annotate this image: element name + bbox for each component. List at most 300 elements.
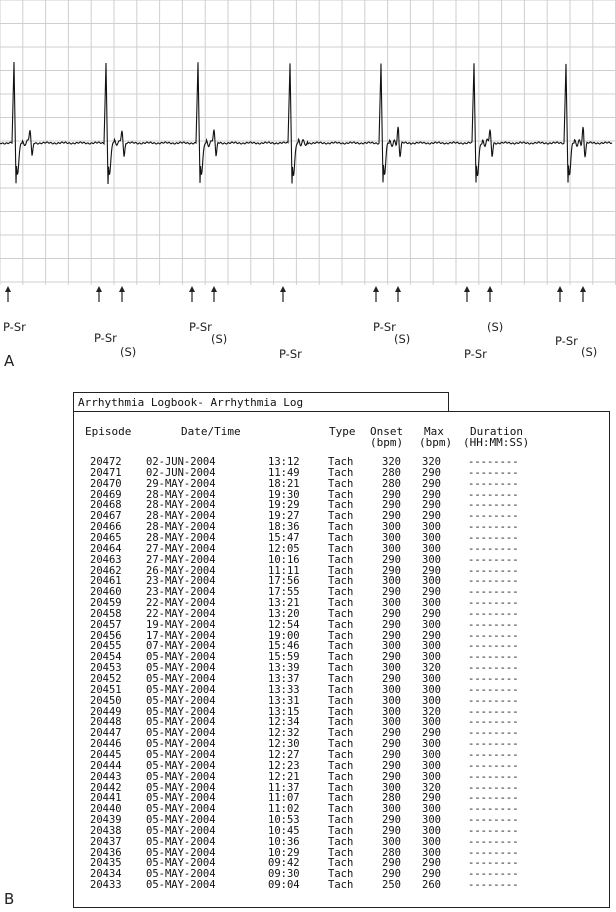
cell-time: 12:05 xyxy=(268,542,300,555)
cell-onset: 280 xyxy=(382,792,401,805)
cell-max: 290 xyxy=(422,792,441,805)
cell-max: 300 xyxy=(422,640,441,653)
cell-type: Tach xyxy=(328,835,354,848)
cell-episode: 20433 xyxy=(90,879,122,892)
cell-max: 290 xyxy=(422,586,441,599)
cell-time: 10:45 xyxy=(268,824,300,837)
cell-duration: -------- xyxy=(468,857,519,870)
cell-max: 300 xyxy=(422,531,441,544)
cell-duration: -------- xyxy=(468,748,519,761)
marker-label: (S) xyxy=(120,345,137,359)
cell-duration: -------- xyxy=(468,759,519,772)
cell-max: 300 xyxy=(422,597,441,610)
cell-type: Tach xyxy=(328,510,354,523)
table-row xyxy=(74,555,611,566)
cell-date: 05-MAY-2004 xyxy=(146,803,216,816)
cell-max: 300 xyxy=(422,846,441,859)
cell-type: Tach xyxy=(328,846,354,859)
cell-type: Tach xyxy=(328,597,354,610)
cell-onset: 300 xyxy=(382,662,401,675)
marker-arrow xyxy=(580,286,586,302)
cell-episode: 20451 xyxy=(90,683,122,696)
cell-time: 12:34 xyxy=(268,716,300,729)
cell-max: 300 xyxy=(422,575,441,588)
cell-type: Tach xyxy=(328,488,354,501)
cell-time: 19:30 xyxy=(268,488,300,501)
cell-time: 09:30 xyxy=(268,868,300,881)
cell-episode: 20462 xyxy=(90,564,122,577)
cell-duration: -------- xyxy=(468,521,519,534)
cell-duration: -------- xyxy=(468,477,519,490)
cell-episode: 20440 xyxy=(90,803,122,816)
cell-episode: 20453 xyxy=(90,662,122,675)
cell-duration: -------- xyxy=(468,531,519,544)
cell-onset: 280 xyxy=(382,477,401,490)
cell-max: 300 xyxy=(422,683,441,696)
cell-duration: -------- xyxy=(468,466,519,479)
cell-date: 22-MAY-2004 xyxy=(146,597,216,610)
cell-onset: 300 xyxy=(382,803,401,816)
cell-type: Tach xyxy=(328,553,354,566)
cell-onset: 290 xyxy=(382,759,401,772)
cell-episode: 20460 xyxy=(90,586,122,599)
cell-date: 28-MAY-2004 xyxy=(146,488,216,501)
cell-type: Tach xyxy=(328,673,354,685)
cell-episode: 20455 xyxy=(90,640,122,653)
ecg-panel xyxy=(0,0,616,382)
cell-max: 300 xyxy=(422,738,441,751)
cell-date: 05-MAY-2004 xyxy=(146,879,216,892)
cell-onset: 290 xyxy=(382,607,401,620)
marker-arrows xyxy=(0,284,616,324)
cell-date: 05-MAY-2004 xyxy=(146,781,216,794)
cell-onset: 300 xyxy=(382,640,401,653)
cell-onset: 290 xyxy=(382,564,401,577)
header-max-unit: (bpm) xyxy=(419,436,453,449)
cell-onset: 290 xyxy=(382,748,401,761)
cell-duration: -------- xyxy=(468,705,519,718)
cell-time: 10:16 xyxy=(268,553,300,566)
cell-type: Tach xyxy=(328,662,354,675)
cell-episode: 20446 xyxy=(90,738,122,751)
cell-max: 290 xyxy=(422,868,441,881)
header-type: Type xyxy=(329,425,356,438)
table-row xyxy=(74,544,611,555)
cell-episode: 20457 xyxy=(90,618,122,631)
cell-onset: 290 xyxy=(382,857,401,870)
cell-onset: 290 xyxy=(382,499,401,512)
cell-date: 05-MAY-2004 xyxy=(146,683,216,696)
cell-date: 29-MAY-2004 xyxy=(146,477,216,490)
cell-type: Tach xyxy=(328,770,354,783)
cell-onset: 300 xyxy=(382,694,401,707)
table-row xyxy=(74,772,611,783)
cell-max: 260 xyxy=(422,879,441,892)
marker-arrow xyxy=(487,286,493,302)
marker-label: P-Sr xyxy=(94,331,117,345)
marker-label: (S) xyxy=(394,332,411,346)
cell-max: 290 xyxy=(422,488,441,501)
cell-time: 13:15 xyxy=(268,705,300,718)
cell-type: Tach xyxy=(328,651,354,664)
marker-arrow xyxy=(395,286,401,302)
cell-duration: -------- xyxy=(468,607,519,620)
ecg-strip xyxy=(0,0,616,290)
cell-date: 05-MAY-2004 xyxy=(146,673,216,685)
cell-time: 11:49 xyxy=(268,466,300,479)
marker-arrow xyxy=(211,286,217,302)
cell-time: 12:27 xyxy=(268,748,300,761)
marker-arrow xyxy=(373,286,379,302)
cell-type: Tach xyxy=(328,499,354,512)
cell-date: 07-MAY-2004 xyxy=(146,640,216,653)
cell-date: 05-MAY-2004 xyxy=(146,705,216,718)
marker-label: P-Sr xyxy=(3,320,26,334)
cell-onset: 300 xyxy=(382,542,401,555)
cell-date: 22-MAY-2004 xyxy=(146,607,216,620)
cell-duration: -------- xyxy=(468,553,519,566)
cell-duration: -------- xyxy=(468,716,519,729)
cell-episode: 20434 xyxy=(90,868,122,881)
log-title: Arrhythmia Logbook- Arrhythmia Log xyxy=(78,396,304,409)
cell-episode: 20449 xyxy=(90,705,122,718)
cell-time: 13:37 xyxy=(268,673,300,685)
panel-letter-b: B xyxy=(4,890,15,908)
cell-time: 17:55 xyxy=(268,586,300,599)
cell-time: 13:31 xyxy=(268,694,300,707)
cell-time: 13:33 xyxy=(268,683,300,696)
cell-date: 28-MAY-2004 xyxy=(146,531,216,544)
header-duration-unit: (HH:MM:SS) xyxy=(463,436,530,449)
cell-onset: 290 xyxy=(382,510,401,523)
cell-duration: -------- xyxy=(468,597,519,610)
cell-duration: -------- xyxy=(468,629,519,642)
cell-date: 05-MAY-2004 xyxy=(146,716,216,729)
cell-date: 05-MAY-2004 xyxy=(146,759,216,772)
cell-duration: -------- xyxy=(468,618,519,631)
cell-episode: 20442 xyxy=(90,781,122,794)
cell-onset: 300 xyxy=(382,835,401,848)
marker-label: (S) xyxy=(211,332,228,346)
cell-time: 12:21 xyxy=(268,770,300,783)
cell-onset: 290 xyxy=(382,868,401,881)
cell-onset: 290 xyxy=(382,673,401,685)
cell-time: 09:42 xyxy=(268,857,300,870)
cell-date: 27-MAY-2004 xyxy=(146,553,216,566)
cell-type: Tach xyxy=(328,629,354,642)
cell-date: 28-MAY-2004 xyxy=(146,521,216,534)
marker-arrow xyxy=(189,286,195,302)
cell-time: 11:02 xyxy=(268,803,300,816)
cell-max: 300 xyxy=(422,521,441,534)
header-duration: Duration xyxy=(470,425,523,438)
cell-max: 300 xyxy=(422,835,441,848)
cell-max: 290 xyxy=(422,607,441,620)
cell-onset: 290 xyxy=(382,738,401,751)
cell-duration: -------- xyxy=(468,835,519,848)
cell-type: Tach xyxy=(328,466,354,479)
table-row xyxy=(74,761,611,772)
cell-duration: -------- xyxy=(468,651,519,664)
cell-date: 05-MAY-2004 xyxy=(146,868,216,881)
cell-type: Tach xyxy=(328,868,354,881)
panel-letter-a: A xyxy=(4,352,15,370)
table-row xyxy=(74,620,611,631)
table-row xyxy=(74,696,611,707)
marker-arrow xyxy=(280,286,286,302)
cell-type: Tach xyxy=(328,640,354,653)
ecg-trace xyxy=(0,62,612,184)
cell-duration: -------- xyxy=(468,488,519,501)
cell-type: Tach xyxy=(328,748,354,761)
cell-max: 300 xyxy=(422,716,441,729)
cell-onset: 290 xyxy=(382,651,401,664)
cell-type: Tach xyxy=(328,694,354,707)
cell-date: 27-MAY-2004 xyxy=(146,542,216,555)
cell-type: Tach xyxy=(328,727,354,740)
cell-date: 05-MAY-2004 xyxy=(146,846,216,859)
cell-onset: 280 xyxy=(382,846,401,859)
cell-duration: -------- xyxy=(468,792,519,805)
cell-date: 26-MAY-2004 xyxy=(146,564,216,577)
cell-date: 02-JUN-2004 xyxy=(146,466,216,479)
cell-max: 300 xyxy=(422,542,441,555)
table-row xyxy=(74,479,611,490)
cell-duration: -------- xyxy=(468,694,519,707)
cell-episode: 20445 xyxy=(90,748,122,761)
header-onset: Onset xyxy=(370,425,404,438)
cell-time: 09:04 xyxy=(268,879,300,892)
cell-episode: 20436 xyxy=(90,846,122,859)
cell-onset: 300 xyxy=(382,575,401,588)
cell-date: 17-MAY-2004 xyxy=(146,629,216,642)
cell-time: 13:21 xyxy=(268,597,300,610)
cell-onset: 300 xyxy=(382,531,401,544)
cell-onset: 300 xyxy=(382,597,401,610)
cell-max: 290 xyxy=(422,510,441,523)
cell-onset: 290 xyxy=(382,824,401,837)
marker-label: P-Sr xyxy=(464,347,487,361)
header-onset-unit: (bpm) xyxy=(370,436,404,449)
cell-time: 19:00 xyxy=(268,629,300,642)
cell-max: 290 xyxy=(422,629,441,642)
cell-time: 10:29 xyxy=(268,846,300,859)
cell-max: 300 xyxy=(422,748,441,761)
cell-type: Tach xyxy=(328,618,354,631)
cell-episode: 20443 xyxy=(90,770,122,783)
marker-label: (S) xyxy=(581,345,598,359)
cell-onset: 300 xyxy=(382,683,401,696)
cell-date: 28-MAY-2004 xyxy=(146,510,216,523)
cell-onset: 300 xyxy=(382,716,401,729)
marker-arrow xyxy=(119,286,125,302)
cell-date: 23-MAY-2004 xyxy=(146,586,216,599)
cell-type: Tach xyxy=(328,586,354,599)
cell-duration: -------- xyxy=(468,586,519,599)
cell-max: 290 xyxy=(422,499,441,512)
cell-episode: 20448 xyxy=(90,716,122,729)
cell-duration: -------- xyxy=(468,640,519,653)
cell-time: 15:47 xyxy=(268,531,300,544)
cell-date: 28-MAY-2004 xyxy=(146,499,216,512)
cell-date: 05-MAY-2004 xyxy=(146,857,216,870)
cell-max: 290 xyxy=(422,477,441,490)
cell-time: 12:30 xyxy=(268,738,300,751)
cell-time: 15:59 xyxy=(268,651,300,664)
cell-time: 19:29 xyxy=(268,499,300,512)
log-title-box xyxy=(73,392,449,412)
cell-onset: 320 xyxy=(382,456,401,468)
cell-time: 18:36 xyxy=(268,521,300,534)
cell-episode: 20441 xyxy=(90,792,122,805)
cell-type: Tach xyxy=(328,803,354,816)
cell-date: 05-MAY-2004 xyxy=(146,792,216,805)
marker-label: P-Sr xyxy=(555,334,578,348)
cell-time: 15:46 xyxy=(268,640,300,653)
cell-max: 300 xyxy=(422,618,441,631)
cell-type: Tach xyxy=(328,607,354,620)
cell-type: Tach xyxy=(328,575,354,588)
cell-max: 290 xyxy=(422,466,441,479)
cell-duration: -------- xyxy=(468,879,519,892)
cell-episode: 20467 xyxy=(90,510,122,523)
cell-time: 17:56 xyxy=(268,575,300,588)
cell-type: Tach xyxy=(328,456,354,468)
cell-max: 300 xyxy=(422,673,441,685)
cell-duration: -------- xyxy=(468,868,519,881)
cell-time: 13:39 xyxy=(268,662,300,675)
cell-duration: -------- xyxy=(468,673,519,685)
cell-episode: 20439 xyxy=(90,814,122,827)
cell-duration: -------- xyxy=(468,499,519,512)
cell-onset: 290 xyxy=(382,770,401,783)
marker-label: P-Sr xyxy=(279,347,302,361)
cell-max: 300 xyxy=(422,759,441,772)
cell-duration: -------- xyxy=(468,770,519,783)
cell-duration: -------- xyxy=(468,846,519,859)
header-datetime: Date/Time xyxy=(181,425,241,438)
cell-episode: 20472 xyxy=(90,456,122,468)
cell-type: Tach xyxy=(328,705,354,718)
cell-date: 05-MAY-2004 xyxy=(146,662,216,675)
cell-time: 11:07 xyxy=(268,792,300,805)
cell-episode: 20454 xyxy=(90,651,122,664)
marker-label: P-Sr xyxy=(373,320,396,334)
cell-date: 05-MAY-2004 xyxy=(146,727,216,740)
cell-onset: 300 xyxy=(382,705,401,718)
cell-date: 05-MAY-2004 xyxy=(146,651,216,664)
cell-max: 300 xyxy=(422,651,441,664)
marker-label: (S) xyxy=(487,320,504,334)
table-row xyxy=(74,880,611,891)
marker-label: P-Sr xyxy=(189,320,212,334)
cell-episode: 20458 xyxy=(90,607,122,620)
cell-type: Tach xyxy=(328,542,354,555)
cell-max: 290 xyxy=(422,727,441,740)
cell-type: Tach xyxy=(328,531,354,544)
cell-duration: -------- xyxy=(468,575,519,588)
cell-duration: -------- xyxy=(468,781,519,794)
cell-episode: 20466 xyxy=(90,521,122,534)
marker-arrow xyxy=(464,286,470,302)
cell-type: Tach xyxy=(328,738,354,751)
cell-time: 12:54 xyxy=(268,618,300,631)
cell-type: Tach xyxy=(328,781,354,794)
marker-arrow xyxy=(557,286,563,302)
cell-date: 05-MAY-2004 xyxy=(146,738,216,751)
cell-date: 02-JUN-2004 xyxy=(146,456,216,468)
marker-arrow xyxy=(5,286,11,302)
cell-type: Tach xyxy=(328,824,354,837)
cell-type: Tach xyxy=(328,716,354,729)
cell-duration: -------- xyxy=(468,727,519,740)
cell-episode: 20469 xyxy=(90,488,122,501)
cell-onset: 290 xyxy=(382,814,401,827)
cell-type: Tach xyxy=(328,792,354,805)
cell-onset: 290 xyxy=(382,629,401,642)
arrhythmia-log-table xyxy=(73,411,610,908)
cell-duration: -------- xyxy=(468,738,519,751)
cell-max: 300 xyxy=(422,814,441,827)
cell-duration: -------- xyxy=(468,456,519,468)
cell-episode: 20468 xyxy=(90,499,122,512)
cell-onset: 290 xyxy=(382,586,401,599)
cell-type: Tach xyxy=(328,683,354,696)
cell-date: 05-MAY-2004 xyxy=(146,748,216,761)
cell-date: 05-MAY-2004 xyxy=(146,835,216,848)
cell-episode: 20463 xyxy=(90,553,122,566)
cell-duration: -------- xyxy=(468,662,519,675)
table-row xyxy=(74,837,611,848)
cell-duration: -------- xyxy=(468,683,519,696)
cell-date: 05-MAY-2004 xyxy=(146,814,216,827)
cell-time: 13:20 xyxy=(268,607,300,620)
cell-date: 05-MAY-2004 xyxy=(146,770,216,783)
cell-time: 11:11 xyxy=(268,564,300,577)
cell-date: 05-MAY-2004 xyxy=(146,694,216,707)
cell-max: 300 xyxy=(422,694,441,707)
cell-max: 300 xyxy=(422,803,441,816)
cell-type: Tach xyxy=(328,477,354,490)
cell-onset: 250 xyxy=(382,879,401,892)
cell-time: 19:27 xyxy=(268,510,300,523)
cell-onset: 300 xyxy=(382,781,401,794)
cell-episode: 20464 xyxy=(90,542,122,555)
cell-max: 320 xyxy=(422,705,441,718)
cell-episode: 20459 xyxy=(90,597,122,610)
cell-episode: 20444 xyxy=(90,759,122,772)
cell-onset: 300 xyxy=(382,521,401,534)
cell-max: 290 xyxy=(422,564,441,577)
cell-episode: 20447 xyxy=(90,727,122,740)
cell-type: Tach xyxy=(328,564,354,577)
cell-type: Tach xyxy=(328,857,354,870)
cell-episode: 20450 xyxy=(90,694,122,707)
cell-onset: 290 xyxy=(382,618,401,631)
cell-date: 19-MAY-2004 xyxy=(146,618,216,631)
cell-max: 320 xyxy=(422,662,441,675)
cell-type: Tach xyxy=(328,879,354,892)
cell-max: 300 xyxy=(422,553,441,566)
cell-onset: 290 xyxy=(382,488,401,501)
cell-duration: -------- xyxy=(468,803,519,816)
cell-max: 290 xyxy=(422,857,441,870)
cell-episode: 20461 xyxy=(90,575,122,588)
cell-episode: 20470 xyxy=(90,477,122,490)
cell-time: 11:37 xyxy=(268,781,300,794)
header-episode: Episode xyxy=(85,425,132,438)
cell-duration: -------- xyxy=(468,824,519,837)
